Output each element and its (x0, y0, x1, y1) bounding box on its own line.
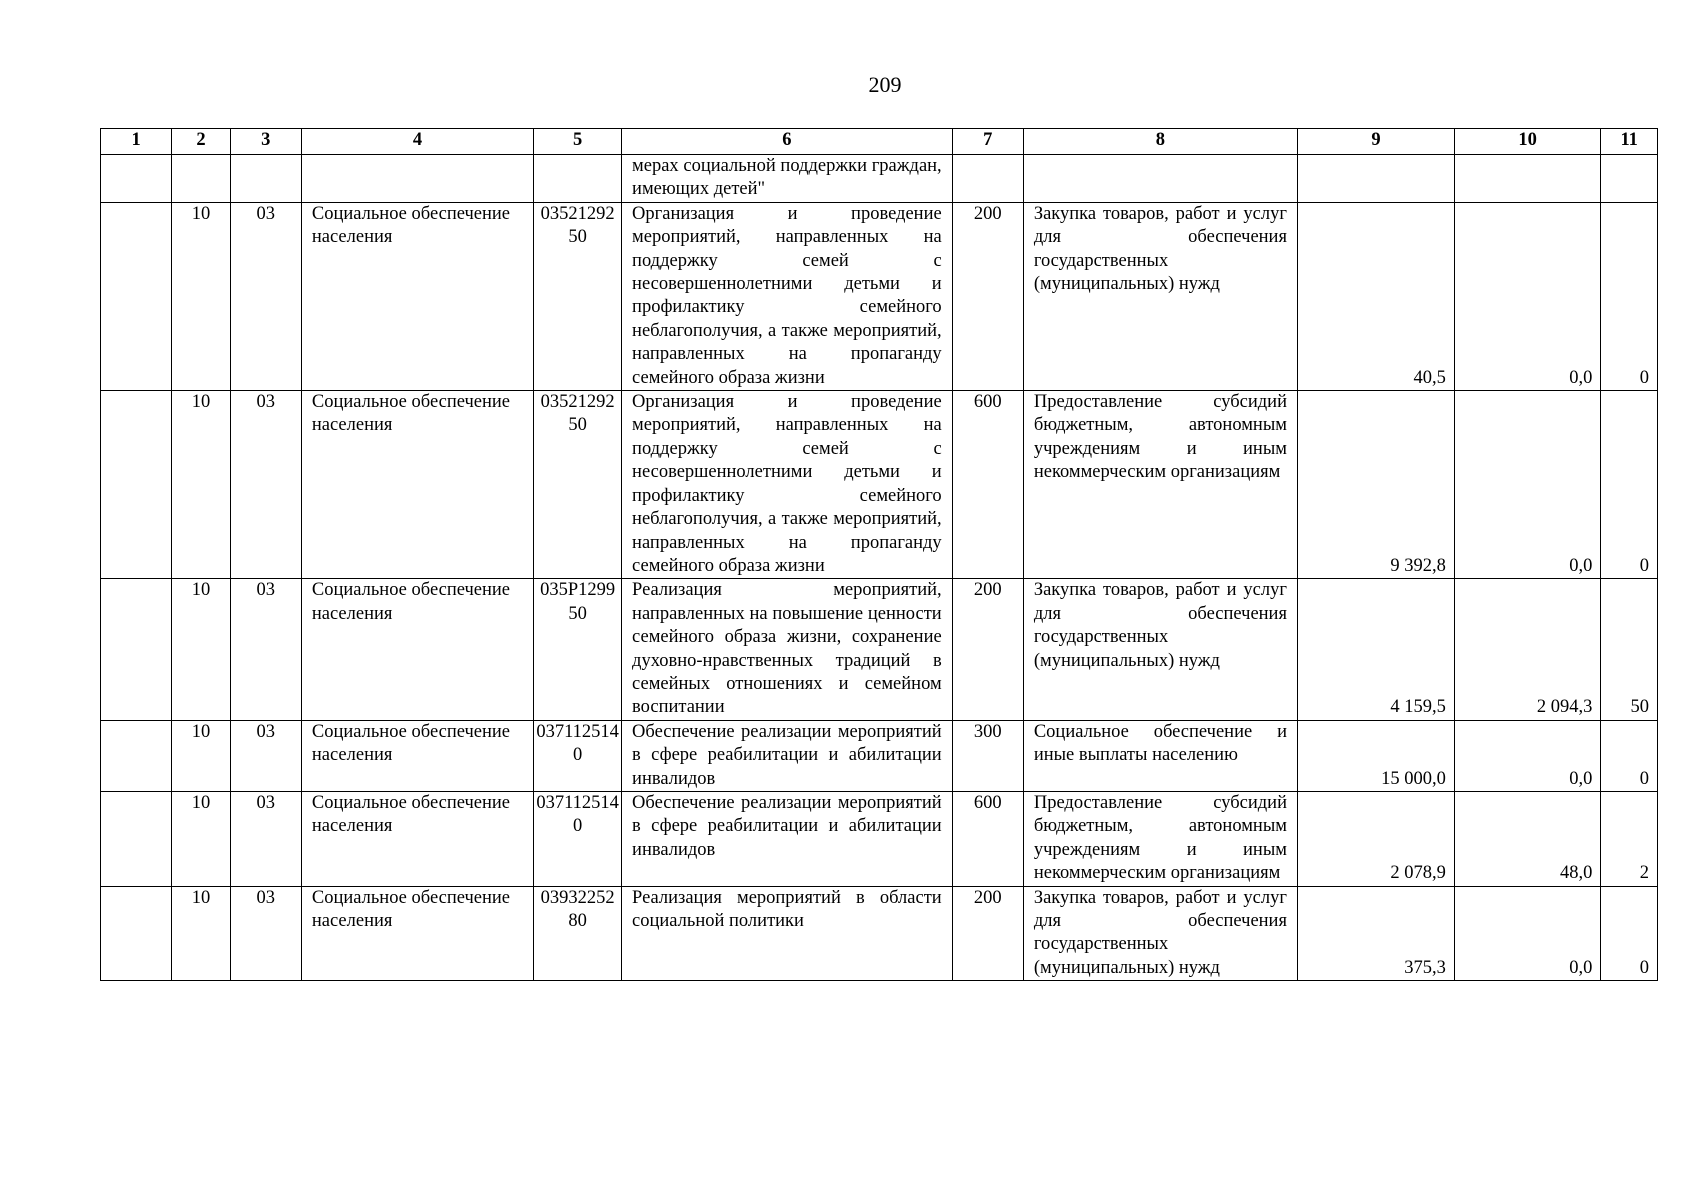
cell-amount: 375,3 (1297, 886, 1454, 981)
cell-section: 10 (172, 202, 231, 390)
cell-number (101, 391, 172, 579)
cell-expense-name: Закупка товаров, работ и услуг для обеспечения государственных (муниципальных) нужд (1023, 202, 1297, 390)
table-row (101, 886, 1658, 981)
cell-executed: 0,0 (1454, 391, 1600, 579)
continuation-purpose-text: мерах социальной поддержки граждан, имеющих детей" (622, 155, 953, 203)
cell-expense-name: Социальное обеспечение и иные выплаты населению (1023, 720, 1297, 791)
col-header-3: 3 (230, 129, 301, 155)
cell-subsection: 03 (230, 202, 301, 390)
table-row (101, 391, 1658, 579)
cell-expense-name: Закупка товаров, работ и услуг для обеспечения государственных (муниципальных) нужд (1023, 579, 1297, 720)
cell-section-name: Социальное обеспечение населения (301, 202, 533, 390)
cell-expense-name: Предоставление субсидий бюджетным, автономным учреждениям и иным некоммерческим организациям (1023, 391, 1297, 579)
cell-subsection: 03 (230, 720, 301, 791)
cell-purpose: Обеспечение реализации мероприятий в сфере реабилитации и абилитации инвалидов (622, 791, 953, 886)
cell-subsection: 03 (230, 886, 301, 981)
cell-section: 10 (172, 791, 231, 886)
continuation-row (101, 155, 1658, 203)
budget-table (100, 128, 1658, 981)
cell-target-code: 0371125140 (534, 791, 622, 886)
cell-executed: 2 094,3 (1454, 579, 1600, 720)
cell-target-code: 0352129250 (534, 202, 622, 390)
col-header-5: 5 (534, 129, 622, 155)
table-row (101, 720, 1658, 791)
header-row (101, 129, 1658, 155)
cell-section-name: Социальное обеспечение населения (301, 791, 533, 886)
page-number: 209 (868, 72, 902, 97)
cell-amount: 4 159,5 (1297, 579, 1454, 720)
cell-amount: 15 000,0 (1297, 720, 1454, 791)
cell-number (101, 720, 172, 791)
cell-subsection: 03 (230, 579, 301, 720)
col-header-11: 11 (1601, 129, 1658, 155)
cell-expense-type: 300 (952, 720, 1023, 791)
cell-purpose: Организация и проведение мероприятий, направленных на поддержку семей с несовершеннолетними детьми и профилактику семейного неблагополучия, а также мероприятий, направленных на пропаганду семейного образа жизни (622, 202, 953, 390)
cell-percent: 0 (1601, 202, 1658, 390)
cell-target-code: 0352129250 (534, 391, 622, 579)
cell-amount: 2 078,9 (1297, 791, 1454, 886)
cell-section-name: Социальное обеспечение населения (301, 886, 533, 981)
cell-section: 10 (172, 720, 231, 791)
cell-executed: 0,0 (1454, 720, 1600, 791)
cell-number (101, 791, 172, 886)
cell-purpose: Реализация мероприятий, направленных на повышение ценности семейного образа жизни, сохранение духовно-нравственных традиций в семейных отношениях и семейном воспитании (622, 579, 953, 720)
cell-expense-type: 200 (952, 202, 1023, 390)
cell-section-name: Социальное обеспечение населения (301, 579, 533, 720)
cell-section: 10 (172, 579, 231, 720)
cell-number (101, 579, 172, 720)
col-header-6: 6 (622, 129, 953, 155)
col-header-10: 10 (1454, 129, 1600, 155)
cell-amount: 40,5 (1297, 202, 1454, 390)
table-row (101, 791, 1658, 886)
cell-purpose: Обеспечение реализации мероприятий в сфере реабилитации и абилитации инвалидов (622, 720, 953, 791)
cell-number (101, 886, 172, 981)
table-row (101, 202, 1658, 390)
cell-section: 10 (172, 886, 231, 981)
cell-section: 10 (172, 391, 231, 579)
col-header-2: 2 (172, 129, 231, 155)
cell-subsection: 03 (230, 791, 301, 886)
cell-amount: 9 392,8 (1297, 391, 1454, 579)
col-header-8: 8 (1023, 129, 1297, 155)
cell-target-code: 0393225280 (534, 886, 622, 981)
col-header-4: 4 (301, 129, 533, 155)
col-header-1: 1 (101, 129, 172, 155)
cell-expense-name: Закупка товаров, работ и услуг для обеспечения государственных (муниципальных) нужд (1023, 886, 1297, 981)
cell-percent: 2 (1601, 791, 1658, 886)
cell-expense-type: 200 (952, 579, 1023, 720)
cell-percent: 0 (1601, 391, 1658, 579)
cell-percent: 50 (1601, 579, 1658, 720)
table-row (101, 579, 1658, 720)
cell-expense-type: 600 (952, 791, 1023, 886)
cell-percent: 0 (1601, 720, 1658, 791)
col-header-9: 9 (1297, 129, 1454, 155)
cell-target-code: 035Р129950 (534, 579, 622, 720)
cell-percent: 0 (1601, 886, 1658, 981)
col-header-7: 7 (952, 129, 1023, 155)
cell-section-name: Социальное обеспечение населения (301, 391, 533, 579)
cell-executed: 0,0 (1454, 886, 1600, 981)
cell-executed: 48,0 (1454, 791, 1600, 886)
cell-purpose: Реализация мероприятий в области социальной политики (622, 886, 953, 981)
cell-subsection: 03 (230, 391, 301, 579)
cell-target-code: 0371125140 (534, 720, 622, 791)
cell-purpose: Организация и проведение мероприятий, направленных на поддержку семей с несовершеннолетними детьми и профилактику семейного неблагополучия, а также мероприятий, направленных на пропаганду семейного образа жизни (622, 391, 953, 579)
cell-expense-type: 200 (952, 886, 1023, 981)
cell-section-name: Социальное обеспечение населения (301, 720, 533, 791)
cell-expense-name: Предоставление субсидий бюджетным, автономным учреждениям и иным некоммерческим организациям (1023, 791, 1297, 886)
cell-number (101, 202, 172, 390)
cell-expense-type: 600 (952, 391, 1023, 579)
cell-executed: 0,0 (1454, 202, 1600, 390)
